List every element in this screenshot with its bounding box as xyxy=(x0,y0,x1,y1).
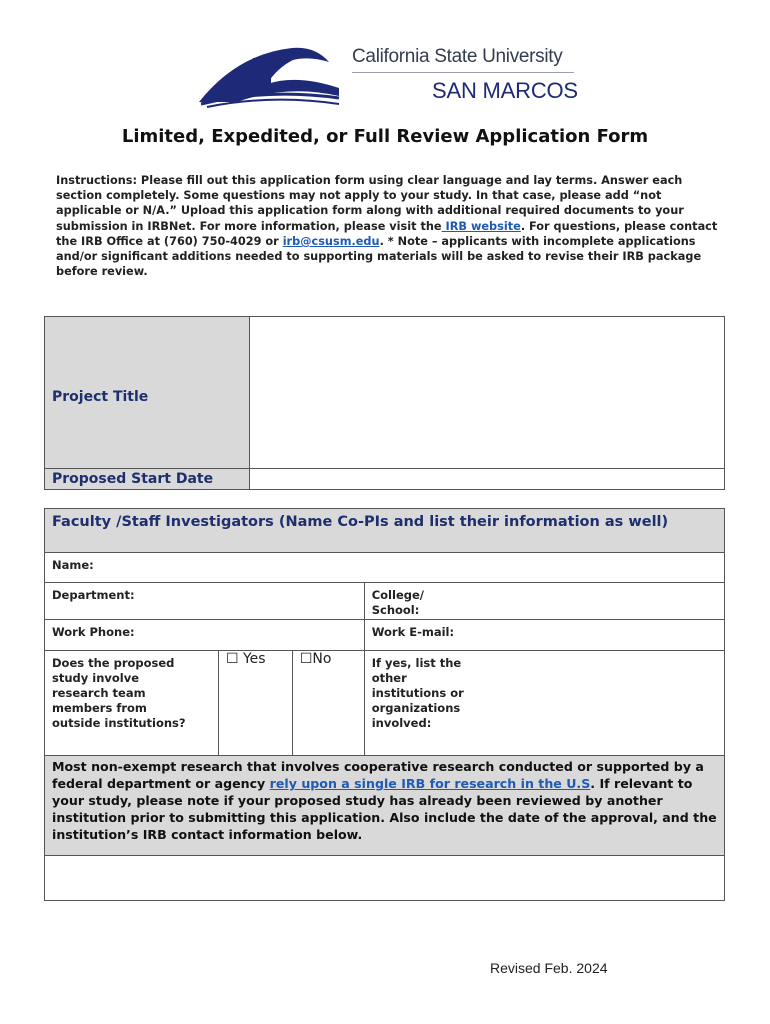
cooperative-research-note xyxy=(45,756,725,856)
logo-university-name: California State University xyxy=(352,46,563,67)
proposed-start-date-label: Proposed Start Date xyxy=(45,469,250,490)
instructions-text-1: Instructions: Please fill out this application form using clear language and lay terms. Answer each section completely. Some questions may not apply to your study. In that case, please add “not applicable or N/A.” Upload this application form along with additional required documents to your submission in IRBNet. For more information, please visit the xyxy=(56,174,684,233)
yes-checkbox[interactable]: ☐ Yes xyxy=(218,651,292,756)
outside-institutions-question: Does the proposed study involve research team members from outside institutions? xyxy=(45,651,219,756)
cooperative-response-field[interactable] xyxy=(45,856,725,901)
college-field[interactable] xyxy=(364,583,724,620)
project-title-field[interactable] xyxy=(250,317,725,469)
work-email-label: Work E-mail: xyxy=(371,625,455,639)
department-field[interactable] xyxy=(45,583,365,620)
college-label: College/ School: xyxy=(371,588,424,617)
name-field[interactable] xyxy=(45,553,725,583)
instructions-text-2: . For questions, please contact the IRB Office at (760) 750-4029 or xyxy=(56,219,718,248)
cooperative-text-1: Most non-exempt research that involves cooperative research conducted or supported by a federal department or agency xyxy=(52,759,704,791)
name-label: Name: xyxy=(52,558,94,572)
proposed-start-date-field[interactable] xyxy=(250,469,725,490)
other-institutions-label: If yes, list the other institutions or organizations involved: xyxy=(371,656,464,730)
irb-website-link[interactable]: IRB website xyxy=(441,219,521,233)
cooperative-text-2: . If relevant to your study, please note if your proposed study has already been reviewed by another institution prior to submitting this application. Also include the date of the approval, and the institution’s IRB contact information below. xyxy=(52,776,717,842)
logo-campus-name: SAN MARCOS xyxy=(432,78,578,103)
single-irb-link[interactable]: rely upon a single IRB for research in the U.S xyxy=(269,776,591,791)
other-institutions-field[interactable] xyxy=(364,651,724,756)
no-checkbox[interactable]: ☐No xyxy=(292,651,364,756)
work-phone-field[interactable] xyxy=(45,620,365,651)
project-table xyxy=(44,316,725,490)
irb-email-link[interactable]: irb@csusm.edu xyxy=(282,234,380,248)
form-title: Limited, Expedited, or Full Review Application Form xyxy=(121,126,649,147)
investigators-heading: Faculty /Staff Investigators (Name Co-PIs and list their information as well) xyxy=(45,509,725,553)
department-label: Department: xyxy=(52,588,135,602)
investigators-table xyxy=(44,508,725,901)
instructions-text-3: . * Note – applicants with incomplete applications and/or significant additions needed to supporting materials will be asked to revise their IRB package before review. xyxy=(56,234,702,279)
revision-date: Revised Feb. 2024 xyxy=(490,960,608,976)
instructions xyxy=(56,173,724,279)
project-title-label: Project Title xyxy=(45,317,250,469)
work-email-field[interactable] xyxy=(364,620,724,651)
work-phone-label: Work Phone: xyxy=(52,625,135,639)
logo-divider xyxy=(352,72,574,73)
